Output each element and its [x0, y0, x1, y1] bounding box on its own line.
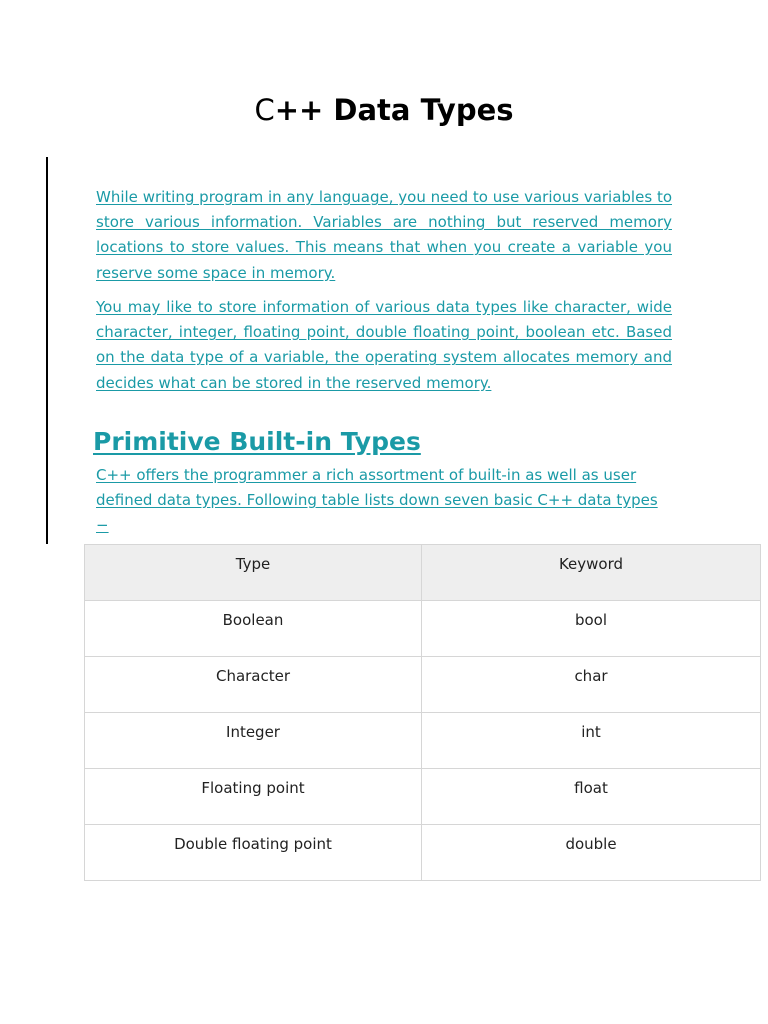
keyword-cell: float [422, 769, 761, 825]
intro-paragraph-1[interactable]: While writing program in any language, you need to use various variables to store various information. Variables are nothing but reserved memory locations to store values. This means that when you create a variable you reserve some space in memory. [96, 188, 672, 282]
table-row [85, 601, 761, 657]
type-cell: Double floating point [85, 825, 422, 881]
keyword-cell: int [422, 713, 761, 769]
column-header-keyword: Keyword [422, 545, 761, 601]
page-title [0, 88, 768, 132]
type-cell: Integer [85, 713, 422, 769]
type-cell: Boolean [85, 601, 422, 657]
keyword-cell: double [422, 825, 761, 881]
keyword-cell: char [422, 657, 761, 713]
section-paragraph[interactable]: C++ offers the programmer a rich assortment of built-in as well as user defined data types. Following table lists down seven basic C++ data types − [96, 466, 658, 535]
intro-paragraph-2[interactable]: You may like to store information of various data types like character, wide character, integer, floating point, double floating point, boolean etc. Based on the data type of a variable, the operating system allocates memory and decides what can be stored in the reserved memory. [96, 298, 672, 392]
page-title-prefix: C [254, 93, 275, 127]
type-cell: Character [85, 657, 422, 713]
table-row [85, 657, 761, 713]
column-header-type: Type [85, 545, 422, 601]
type-cell: Floating point [85, 769, 422, 825]
left-vertical-rule [46, 157, 48, 544]
table-row [85, 825, 761, 881]
page-title-rest: ++ Data Types [274, 93, 514, 127]
data-types-table [84, 544, 761, 881]
table-header-row [85, 545, 761, 601]
table-row [85, 769, 761, 825]
section-heading[interactable]: Primitive Built-in Types [93, 427, 421, 456]
keyword-cell: bool [422, 601, 761, 657]
table-row [85, 713, 761, 769]
